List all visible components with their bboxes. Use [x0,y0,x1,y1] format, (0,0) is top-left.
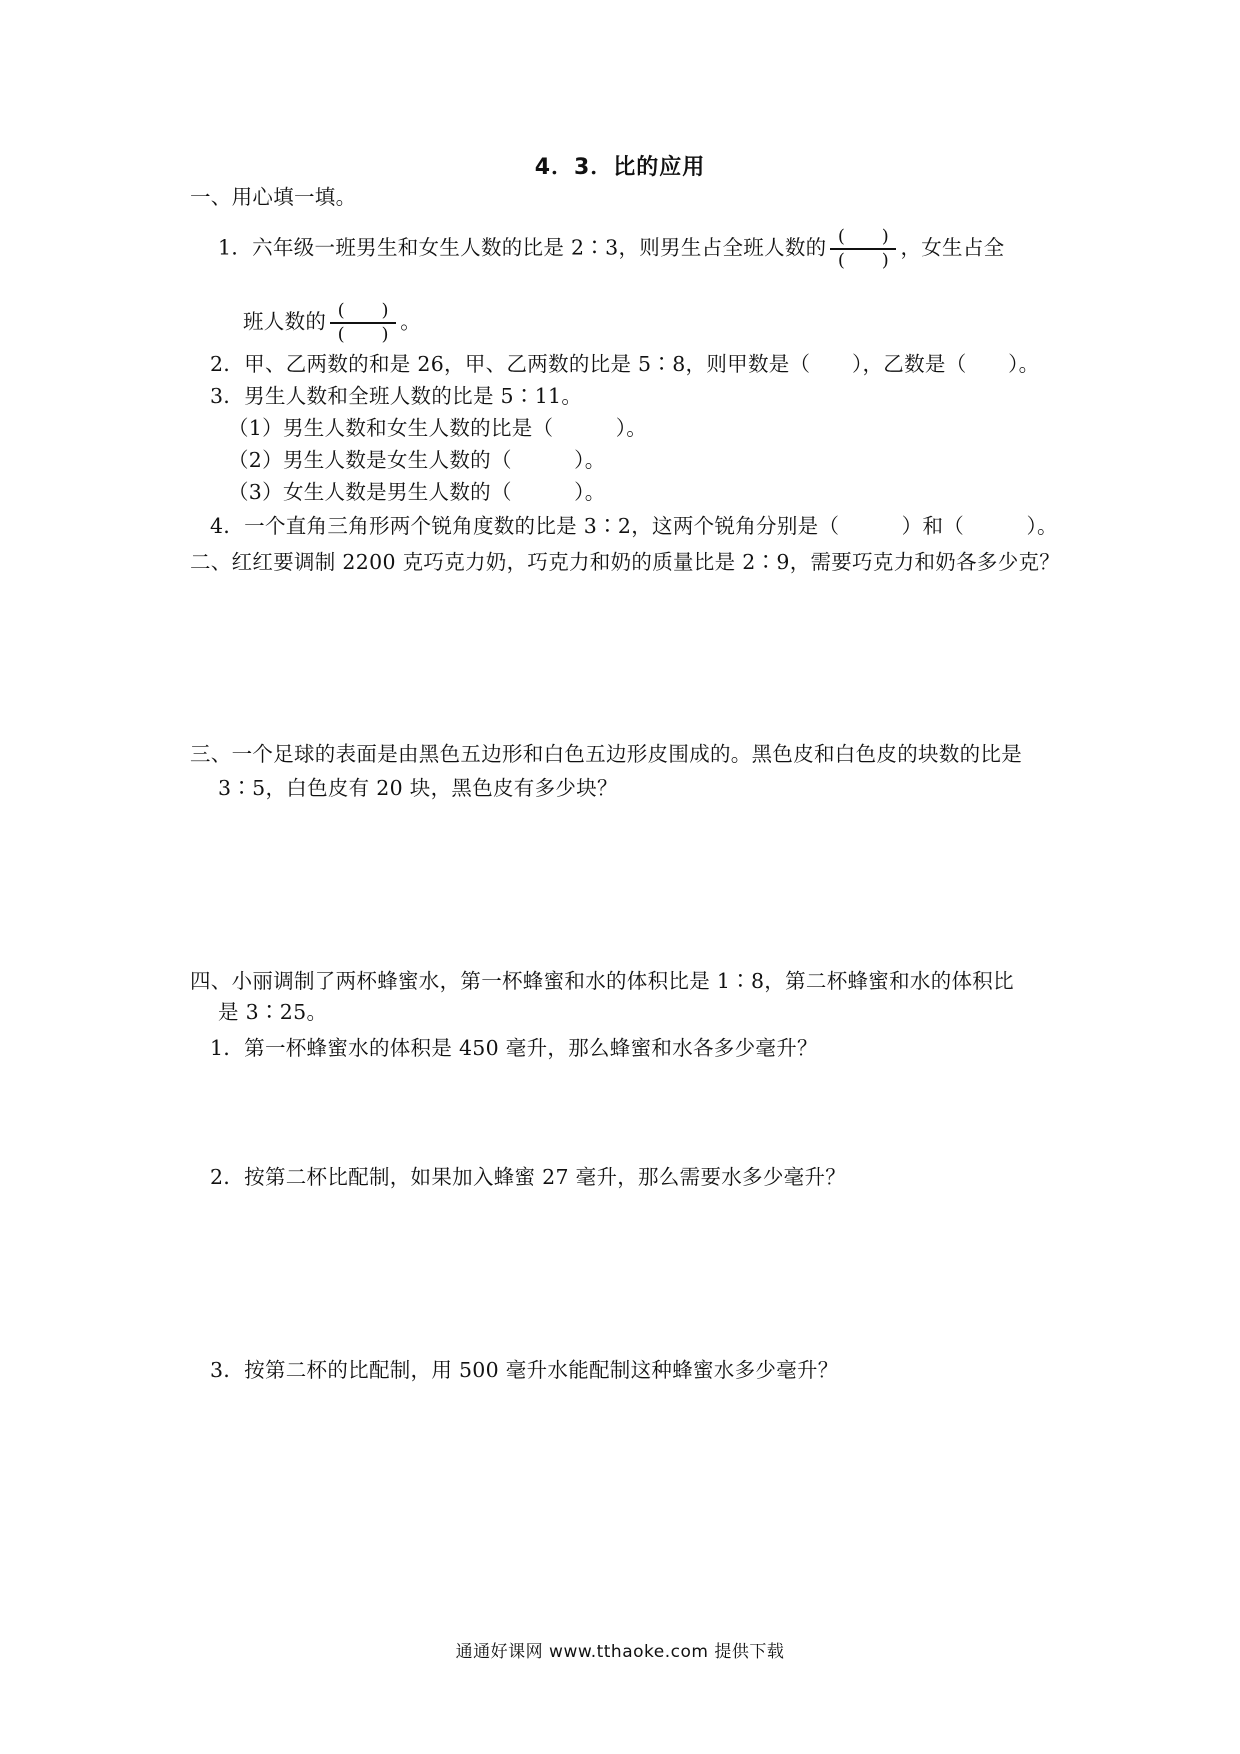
fraction-numerator: ( ) [330,300,396,324]
footer-credit: 通通好课网 www.tthaoke.com 提供下载 [455,1642,785,1662]
fraction-denominator: ( ) [337,324,389,345]
question-1-text-b: ，女生占全 [900,235,1005,260]
question-1-line-2 [243,300,421,346]
question-3: 3．男生人数和全班人数的比是 5∶11。 [210,384,583,408]
question-1-text-c: 班人数的 [243,309,327,334]
question-1-text-d: 。 [400,309,422,334]
question-3-2: （2）男生人数是女生人数的（ ）。 [228,448,606,472]
section-4-question-3: 3．按第二杯的比配制，用 500 毫升水能配制这种蜂蜜水多少毫升？ [210,1358,839,1382]
section-3-line-2: 3∶5，白色皮有 20 块，黑色皮有多少块？ [218,776,618,800]
question-3-1: （1）男生人数和女生人数的比是（ ）。 [228,416,648,440]
question-1-line-1 [218,226,1004,272]
question-4: 4．一个直角三角形两个锐角度数的比是 3∶2，这两个锐角分别是（ ）和（ ）。 [210,514,1058,538]
section-4-question-1: 1．第一杯蜂蜜水的体积是 450 毫升，那么蜂蜜和水各多少毫升？ [210,1036,818,1060]
section-4-question-2: 2．按第二杯比配制，如果加入蜂蜜 27 毫升，那么需要水多少毫升？ [210,1165,847,1189]
fraction-blank-girls [330,300,396,346]
section-4-line-1: 四、小丽调制了两杯蜂蜜水，第一杯蜂蜜和水的体积比是 1∶8，第二杯蜂蜜和水的体积比 [190,969,1014,993]
page-title: 4．3．比的应用 [534,155,706,180]
question-2: 2．甲、乙两数的和是 26，甲、乙两数的比是 5∶8，则甲数是（ ），乙数是（ ）。 [210,352,1040,376]
question-3-3: （3）女生人数是男生人数的（ ）。 [228,480,606,504]
section-4-line-2: 是 3∶25。 [218,1000,328,1024]
fraction-numerator: ( ) [830,226,896,250]
section-3-line-1: 三、一个足球的表面是由黑色五边形和白色五边形皮围成的。黑色皮和白色皮的块数的比是 [190,742,1022,766]
section-2-problem: 二、红红要调制 2200 克巧克力奶，巧克力和奶的质量比是 2∶9，需要巧克力和奶各多少克？ [190,550,1061,574]
fraction-denominator: ( ) [837,250,890,271]
fraction-blank-boys [830,226,896,272]
section-1-heading: 一、用心填一填。 [190,185,357,209]
question-1-text-a: 1．六年级一班男生和女生人数的比是 2∶3，则男生占全班人数的 [218,235,827,260]
